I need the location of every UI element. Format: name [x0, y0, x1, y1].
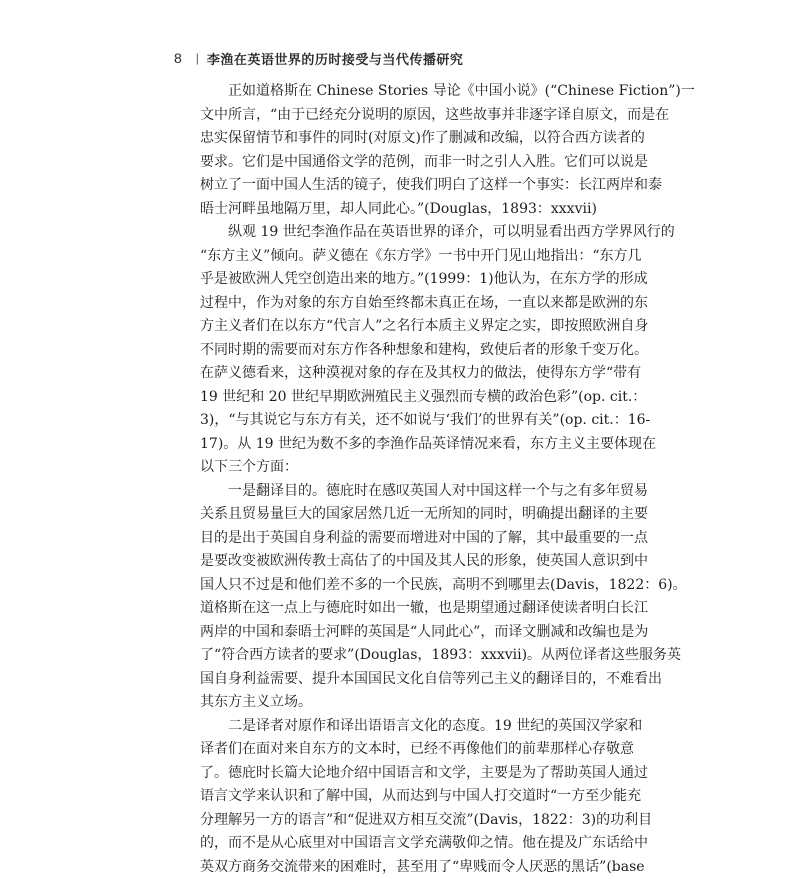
text-line: 19 世纪和 20 世纪早期欧洲殖民主义强烈而专横的政治色彩”(op. cit.： — [200, 386, 600, 410]
text-line: 忠实保留情节和事件的同时(对原文)作了删减和改编，以符合西方读者的 — [200, 127, 600, 151]
text-line: 晤士河畔虽地隔万里，却人同此心。”(Douglas，1893：xxxvii) — [200, 198, 600, 222]
text-line: 了。德庇时长篇大论地介绍中国语言和文学，主要是为了帮助英国人通过 — [200, 762, 600, 786]
text-line: 国人只不过是和他们差不多的一个民族，高明不到哪里去(Davis，1822：6)。 — [200, 574, 600, 598]
text-line: 纵观 19 世纪李渔作品在英语世界的译介，可以明显看出西方学界风行的 — [200, 221, 600, 245]
text-line: “东方主义”倾向。萨义德在《东方学》一书中开门见山地指出：“东方几 — [200, 245, 600, 269]
text-line: 文中所言，“由于已经充分说明的原因，这些故事并非逐字译自原文，而是在 — [200, 104, 600, 128]
text-line: 在萨义德看来，这种漠视对象的存在及其权力的做法，使得东方学“带有 — [200, 362, 600, 386]
text-line: 道格斯在这一点上与德庇时如出一辙，也是期望通过翻译使读者明白长江 — [200, 597, 600, 621]
text-line: 目的是出于英国自身利益的需要而增进对中国的了解，其中最重要的一点 — [200, 527, 600, 551]
text-line: 的，而不是从心底里对中国语言文学充满敬仰之情。他在提及广东话给中 — [200, 832, 600, 856]
text-line: 分理解另一方的语言”和“促进双方相互交流”(Davis，1822：3)的功利目 — [200, 809, 600, 833]
text-line: 语言文学来认识和了解中国，从而达到与中国人打交道时“一方至少能充 — [200, 785, 600, 809]
text-line: 树立了一面中国人生活的镜子，使我们明白了这样一个事实：长江两岸和泰 — [200, 174, 600, 198]
body-text — [200, 80, 600, 879]
text-line: 其东方主义立场。 — [200, 691, 600, 715]
text-line: 过程中，作为对象的东方自始至终都未真正在场，一直以来都是欧洲的东 — [200, 292, 600, 316]
text-line: 不同时期的需要而对东方作各种想象和建构，致使后者的形象千变万化。 — [200, 339, 600, 363]
text-line: 要求。它们是中国通俗文学的范例，而非一时之引人入胜。它们可以说是 — [200, 151, 600, 175]
text-line: 一是翻译目的。德庇时在感叹英国人对中国这样一个与之有多年贸易 — [200, 480, 600, 504]
text-line: 以下三个方面： — [200, 456, 600, 480]
text-line: 关系且贸易量巨大的国家居然几近一无所知的同时，明确提出翻译的主要 — [200, 503, 600, 527]
text-line: 二是译者对原作和译出语语言文化的态度。19 世纪的英国汉学家和 — [200, 715, 600, 739]
text-line: 3)，“与其说它与东方有关，还不如说与‘我们’的世界有关”(op. cit.：16- — [200, 409, 600, 433]
text-line: 译者们在面对来自东方的文本时，已经不再像他们的前辈那样心存敬意 — [200, 738, 600, 762]
text-line: 乎是被欧洲人凭空创造出来的地方。”(1999：1)他认为，在东方学的形成 — [200, 268, 600, 292]
text-line: 方主义者们在以东方“代言人”之名行本质主义界定之实，即按照欧洲自身 — [200, 315, 600, 339]
text-line: 国自身利益需要、提升本国国民文化自信等列己主义的翻译目的，不难看出 — [200, 668, 600, 692]
text-line: 两岸的中国和泰晤士河畔的英国是“人同此心”，而译文删减和改编也是为 — [200, 621, 600, 645]
page-header — [174, 47, 624, 69]
page-number: 8 — [174, 50, 182, 66]
header-separator: | — [196, 51, 199, 65]
text-line: 正如道格斯在 Chinese Stories 导论《中国小说》(“Chinese Fiction”)一 — [200, 80, 600, 104]
text-line: 是要改变被欧洲传教士高估了的中国及其人民的形象，使英国人意识到中 — [200, 550, 600, 574]
text-line: 17)。从 19 世纪为数不多的李渔作品英译情况来看，东方主义主要体现在 — [200, 433, 600, 457]
text-line: 英双方商务交流带来的困难时，甚至用了“卑贱而令人厌恶的黑话”(base — [200, 856, 600, 879]
text-line: 了“符合西方读者的要求”(Douglas，1893：xxxvii)。从两位译者这些服务英 — [200, 644, 600, 668]
running-title: 李渔在英语世界的历时接受与当代传播研究 — [207, 49, 464, 68]
